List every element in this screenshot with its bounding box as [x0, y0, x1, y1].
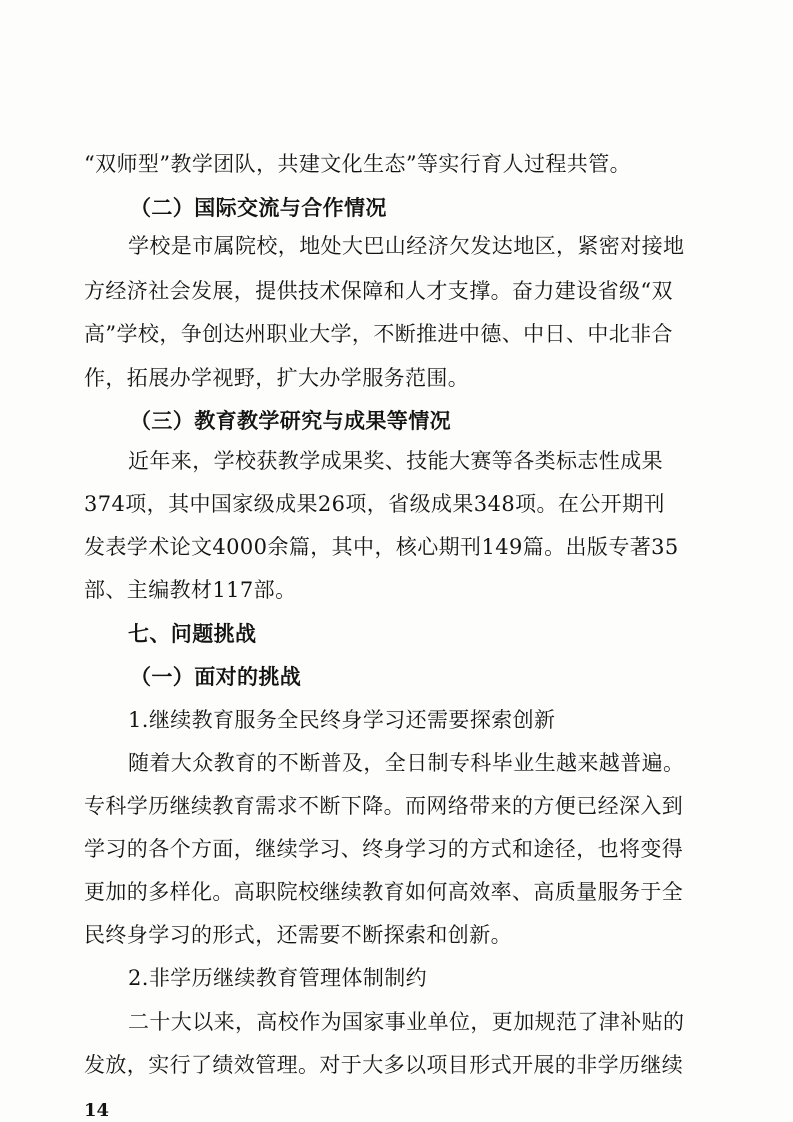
section-heading-challenges-faced: （一）面对的挑战: [130, 665, 302, 689]
body-text-line: 高”学校，争创达州职业大学，不断推进中德、中日、中北非合: [84, 322, 673, 346]
body-text-line: 学校是市属院校，地处大巴山经济欠发达地区，紧密对接地: [128, 234, 685, 258]
section-heading-research-results: （三）教育教学研究与成果等情况: [130, 409, 451, 433]
body-text-line: “双师型”教学团队，共建文化生态”等实行育人过程共管。: [84, 152, 632, 176]
body-text-line: 作，拓展办学视野，扩大办学服务范围。: [84, 366, 470, 390]
body-text-line: 发表学术论文4000余篇，其中，核心期刊149篇。出版专著35: [84, 535, 679, 559]
subheading-item-2: 2.非学历继续教育管理体制制约: [128, 966, 428, 990]
body-text-line: 更加的多样化。高职院校继续教育如何高效率、高质量服务于全: [84, 880, 684, 904]
body-text-line: 二十大以来，高校作为国家事业单位，更加规范了津补贴的: [128, 1010, 685, 1034]
body-text-line: 民终身学习的形式，还需要不断探索和创新。: [84, 923, 512, 947]
body-text-line: 学习的各个方面，继续学习、终身学习的方式和途径，也将变得: [84, 837, 684, 861]
body-text-line: 方经济社会发展，提供技术保障和人才支撑。奋力建设省级“双: [84, 279, 673, 303]
body-text-line: 近年来，学校获教学成果奖、技能大赛等各类标志性成果: [128, 449, 663, 473]
body-text-line: 发放，实行了绩效管理。对于大多以项目形式开展的非学历继续: [84, 1053, 684, 1077]
body-text-line: 374项，其中国家级成果26项，省级成果348项。在公开期刊: [84, 492, 665, 516]
body-text-line: 部、主编教材117部。: [84, 578, 297, 602]
page-number: 14: [84, 1100, 110, 1121]
subheading-item-1: 1.继续教育服务全民终身学习还需要探索创新: [128, 708, 556, 732]
body-text-line: 专科学历继续教育需求不断下降。而网络带来的方便已经深入到: [84, 794, 684, 818]
section-heading-international-exchange: （二）国际交流与合作情况: [130, 196, 387, 220]
body-text-line: 随着大众教育的不断普及，全日制专科毕业生越来越普遍。: [128, 751, 685, 775]
chapter-heading-challenges: 七、问题挑战: [128, 622, 257, 646]
